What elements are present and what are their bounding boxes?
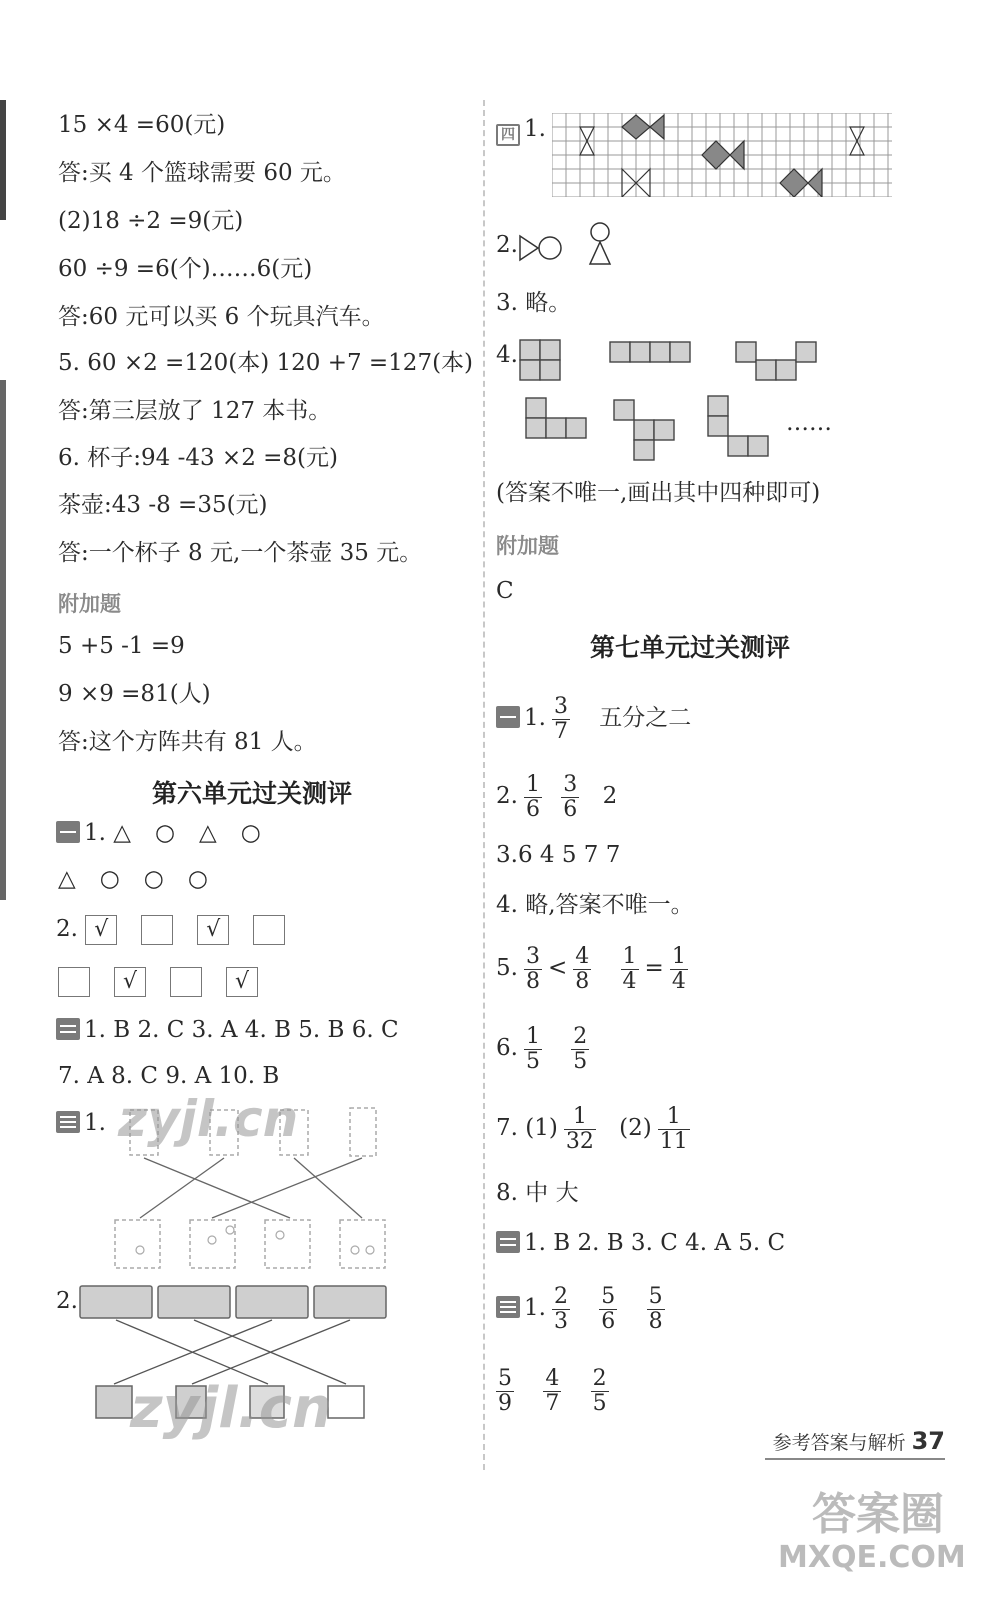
u7-s1-q7: 7. (1) $\frac{1}{32}$ (2) $\frac{1}{11}$ xyxy=(496,1103,688,1154)
u6-s1-q1: 1. △ ○ △ ○ xyxy=(56,818,285,848)
shape-symbol: ○ xyxy=(187,866,208,892)
bonus-label: 附加题 xyxy=(58,592,121,616)
section-badge-three xyxy=(496,1296,520,1318)
answer-line: 答:一个杯子 8 元,一个茶壶 35 元。 xyxy=(58,540,423,566)
u6-s2-row2: 7. A 8. C 9. A 10. B xyxy=(58,1063,280,1089)
fraction: $\frac{4}{8}$ xyxy=(575,943,590,994)
binding-edge xyxy=(0,100,6,220)
u7-s1-q3: 3.6 4 5 7 7 xyxy=(496,842,621,868)
section-badge-one xyxy=(496,706,520,728)
shape-symbol: △ xyxy=(199,820,217,846)
u6-s3-q2: 2. xyxy=(56,1288,78,1314)
section-badge-two xyxy=(56,1018,80,1040)
answer-line: 茶壶:43 -8 =35(元) xyxy=(58,492,268,518)
fraction: $\frac{5}{9}$ xyxy=(498,1365,512,1416)
fraction: $\frac{1}{6}$ xyxy=(525,771,540,822)
u6-s4-q2: 2. xyxy=(496,232,518,258)
answer-line: (2)18 ÷2 =9(元) xyxy=(58,208,244,234)
watermark: 答案圈 xyxy=(812,1489,944,1540)
page-footer xyxy=(773,1427,945,1455)
shape-symbol: ○ xyxy=(99,866,120,892)
tetromino-answers xyxy=(518,336,858,461)
section-badge-one xyxy=(56,821,80,843)
bonus-line: 5 +5 -1 =9 xyxy=(58,633,185,659)
watermark: zyjl.cn xyxy=(130,1376,332,1441)
u7-s2: 1. B 2. B 3. C 4. A 5. C xyxy=(496,1228,785,1258)
symmetry-grid xyxy=(552,113,892,197)
fraction: $\frac{3}{8}$ xyxy=(525,943,540,994)
shape-symbol: ○ xyxy=(154,820,176,846)
fraction: $\frac{4}{7}$ xyxy=(545,1365,560,1416)
check-box xyxy=(141,915,173,945)
check-box: √ xyxy=(85,915,117,945)
bonus-answer: C xyxy=(496,578,514,604)
unit7-title: 第七单元过关测评 xyxy=(590,633,791,662)
u6-s2-row1: 1. B 2. C 3. A 4. B 5. B 6. C xyxy=(56,1015,399,1045)
answer-line: 答:60 元可以买 6 个玩具汽车。 xyxy=(58,304,385,330)
fraction: $\frac{3}{7}$ xyxy=(553,693,568,744)
watermark: MXQE.COM xyxy=(778,1540,966,1575)
ellipsis: …… xyxy=(786,410,832,436)
shape-answer-q2 xyxy=(518,220,618,268)
u6-s4-q1: 四 1. xyxy=(496,114,546,146)
fraction: $\frac{5}{6}$ xyxy=(601,1283,616,1334)
fraction: $\frac{5}{8}$ xyxy=(648,1283,663,1334)
section-badge-three xyxy=(56,1111,80,1133)
footer-rule xyxy=(765,1458,945,1460)
check-box: √ xyxy=(114,967,146,997)
bonus-line: 9 ×9 =81(人) xyxy=(58,681,211,707)
u7-s1-q5: 5. $\frac{3}{8}$ < $\frac{4}{8}$ $\frac{1}{4}$ = $\frac{1}{4}$ xyxy=(496,943,686,994)
check-box: √ xyxy=(197,915,229,945)
column-divider xyxy=(483,100,485,1470)
answer-line: 答:第三层放了 127 本书。 xyxy=(58,398,332,424)
u7-s3-row2 xyxy=(490,1362,615,1418)
watermark: zyjl.cn xyxy=(118,1090,299,1148)
fraction: $\frac{1}{32}$ xyxy=(565,1103,594,1154)
u7-s1-q8: 8. 中 大 xyxy=(496,1180,579,1206)
shape-symbol: ○ xyxy=(240,820,261,846)
u6-s4-q3: 3. 略。 xyxy=(496,290,572,316)
shape-symbol: ○ xyxy=(143,866,164,892)
u6-s1-q1-row2 xyxy=(58,864,232,894)
u7-s3-row1: 1. $\frac{2}{3}$ $\frac{5}{6}$ $\frac{5}{8}$ xyxy=(496,1280,671,1336)
note: (答案不唯一,画出其中四种即可) xyxy=(496,480,821,506)
section-badge-four: 四 xyxy=(496,124,520,146)
u6-s1-q2-row2 xyxy=(58,966,282,997)
answer-line: 60 ÷9 =6(个)……6(元) xyxy=(58,256,313,282)
answer-line: 5. 60 ×2 =120(本) 120 +7 =127(本) xyxy=(58,350,474,376)
shape-symbol: △ xyxy=(113,820,131,846)
section-badge-two xyxy=(496,1231,520,1253)
bonus-line: 答:这个方阵共有 81 人。 xyxy=(58,729,317,755)
fraction: $\frac{2}{5}$ xyxy=(573,1023,588,1074)
footer-label: 参考答案与解析 xyxy=(772,1432,906,1454)
fraction: $\frac{2}{3}$ xyxy=(553,1283,568,1334)
u6-s3-q1: 1. xyxy=(56,1108,106,1138)
fraction: $\frac{1}{11}$ xyxy=(659,1103,688,1154)
answer-line: 15 ×4 =60(元) xyxy=(58,112,226,138)
u6-s4-q4: 4. xyxy=(496,342,518,368)
u6-s1-q2: 2. √ √ xyxy=(56,914,309,945)
u7-s1-q2: 2. $\frac{1}{6}$ $\frac{3}{6}$ 2 xyxy=(496,771,618,822)
u7-s1-q6: 6. $\frac{1}{5}$ $\frac{2}{5}$ xyxy=(496,1023,588,1074)
check-box xyxy=(58,967,90,997)
u7-s1-q1: 1. $\frac{3}{7}$ 五分之二 xyxy=(496,690,691,746)
unit6-title: 第六单元过关测评 xyxy=(152,779,353,808)
shape-symbol: △ xyxy=(58,866,76,892)
fraction: $\frac{1}{5}$ xyxy=(525,1023,540,1074)
page-number: 37 xyxy=(911,1427,945,1455)
check-box xyxy=(253,915,285,945)
binding-edge xyxy=(0,380,6,900)
answer-line: 答:买 4 个篮球需要 60 元。 xyxy=(58,160,346,186)
bonus-label: 附加题 xyxy=(496,534,559,558)
check-box xyxy=(170,967,202,997)
check-box: √ xyxy=(226,967,258,997)
fraction: $\frac{3}{6}$ xyxy=(563,771,578,822)
fraction: $\frac{2}{5}$ xyxy=(592,1365,607,1416)
u7-s1-q4: 4. 略,答案不唯一。 xyxy=(496,892,694,918)
answer-line: 6. 杯子:94 -43 ×2 =8(元) xyxy=(58,445,338,471)
fraction: $\frac{1}{4}$ xyxy=(622,943,637,994)
fraction: $\frac{1}{4}$ xyxy=(671,943,686,994)
